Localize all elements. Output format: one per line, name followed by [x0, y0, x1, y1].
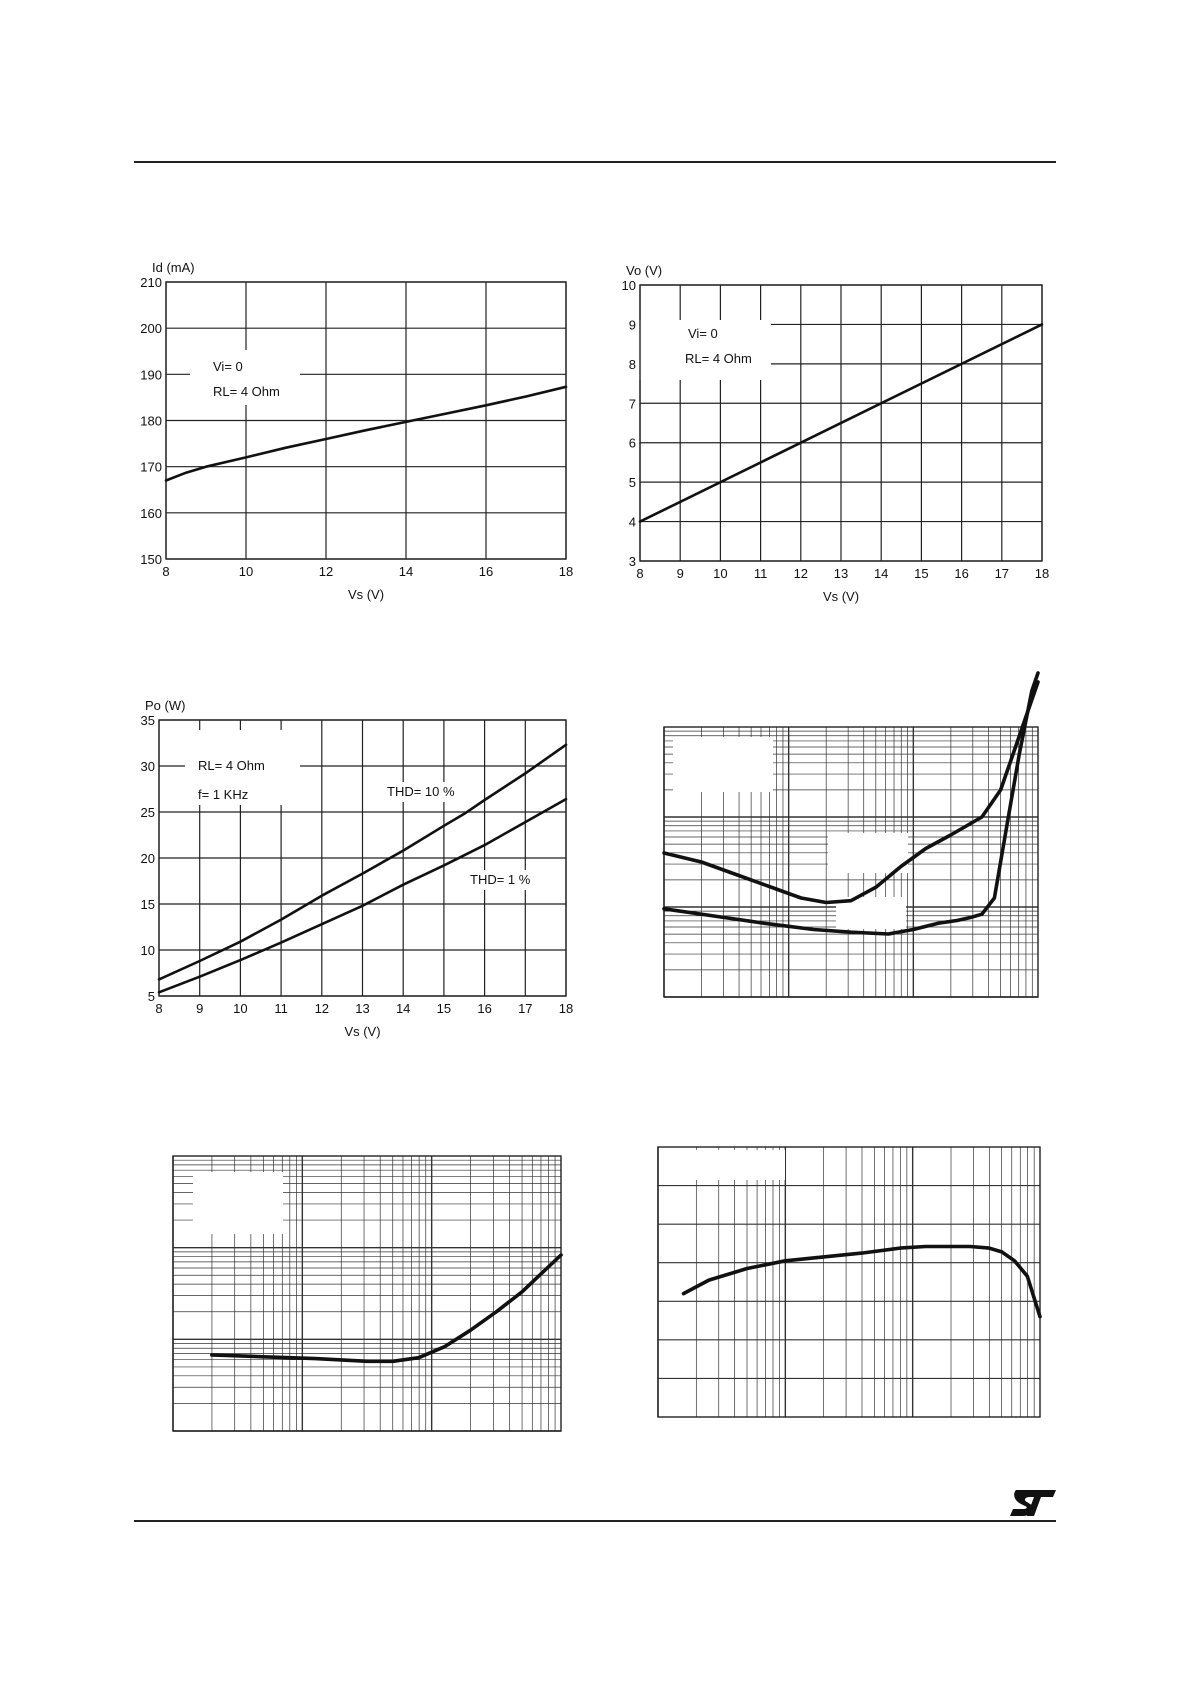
series-line [212, 1255, 561, 1361]
x-tick-label: 13 [355, 1001, 370, 1016]
x-tick-label: 17 [518, 1001, 533, 1016]
x-tick-label: 10 [238, 564, 254, 579]
y-tick-label: 15 [140, 897, 155, 912]
x-tick-label: 15 [436, 1001, 452, 1016]
y-tick-label: 210 [140, 275, 162, 290]
y-tick-label: 20 [140, 851, 155, 866]
x-axis-title: Vs (V) [344, 1024, 381, 1039]
chart-output-power [125, 690, 575, 1050]
annotation-box [665, 1150, 785, 1180]
x-tick-label: 18 [558, 564, 574, 579]
plot-frame [658, 1147, 1040, 1417]
y-tick-label: 6 [628, 435, 636, 451]
x-tick-label: 17 [994, 566, 1010, 581]
annotation-box [828, 833, 908, 873]
y-tick-label: 180 [140, 413, 162, 429]
annotation-label: THD= 10 % [387, 784, 455, 799]
y-axis-title: Vo (V) [626, 263, 663, 278]
y-axis-title: Id (mA) [152, 260, 195, 275]
footer-rule [134, 1520, 1056, 1522]
x-tick-label: 16 [478, 564, 494, 579]
annotation-label: RL= 4 Ohm [685, 351, 752, 366]
annotation-label: RL= 4 Ohm [213, 384, 280, 399]
annotation-label: Vi= 0 [213, 359, 243, 374]
chart-distortion-vs-power [648, 715, 1053, 1005]
y-tick-label: 4 [628, 514, 636, 530]
x-tick-label: 8 [162, 564, 170, 579]
chart-frequency-response [650, 1140, 1060, 1430]
y-tick-label: 5 [147, 989, 155, 1004]
y-tick-label: 190 [140, 367, 162, 383]
annotation-box [193, 1172, 283, 1234]
annotation-box [673, 737, 773, 792]
x-tick-label: 18 [1034, 566, 1050, 581]
y-tick-label: 35 [140, 713, 155, 728]
y-tick-label: 7 [628, 396, 636, 412]
annotation-label: Vi= 0 [688, 326, 718, 341]
x-tick-label: 14 [395, 1001, 411, 1016]
y-tick-label: 9 [628, 317, 636, 333]
y-tick-label: 8 [628, 356, 636, 372]
x-tick-label: 11 [274, 1001, 288, 1016]
x-tick-label: 14 [398, 564, 414, 579]
chart-output-voltage [598, 255, 1058, 615]
y-tick-label: 200 [140, 321, 162, 337]
x-tick-label: 9 [676, 566, 684, 581]
x-tick-label: 8 [155, 1001, 163, 1016]
y-tick-label: 30 [140, 759, 155, 774]
series-line [664, 673, 1038, 934]
x-tick-label: 10 [233, 1001, 248, 1016]
x-tick-label: 14 [873, 566, 889, 581]
st-logo-icon [1008, 1488, 1058, 1518]
y-tick-label: 10 [140, 943, 155, 958]
x-tick-label: 9 [196, 1001, 204, 1016]
header-rule [134, 161, 1056, 163]
chart-quiescent-current [125, 255, 575, 615]
x-tick-label: 18 [558, 1001, 574, 1016]
x-axis-title: Vs (V) [347, 587, 385, 602]
chart-distortion-vs-frequency [165, 1150, 575, 1440]
x-tick-label: 12 [793, 566, 809, 581]
x-tick-label: 13 [833, 566, 849, 581]
x-tick-label: 8 [636, 566, 644, 581]
x-tick-label: 12 [318, 564, 334, 579]
annotation-label: THD= 1 % [470, 872, 531, 887]
y-tick-label: 3 [628, 554, 636, 569]
x-axis-title: Vs (V) [822, 589, 860, 604]
y-tick-label: 150 [140, 552, 162, 567]
y-tick-label: 160 [140, 505, 162, 521]
annotation-label: f= 1 KHz [198, 787, 249, 802]
x-tick-label: 11 [753, 566, 768, 581]
x-tick-label: 12 [314, 1001, 330, 1016]
y-tick-label: 5 [628, 475, 636, 491]
y-tick-label: 25 [140, 805, 155, 820]
x-tick-label: 16 [477, 1001, 492, 1016]
y-axis-title: Po (W) [145, 698, 186, 713]
annotation-label: RL= 4 Ohm [198, 758, 265, 773]
x-tick-label: 15 [914, 566, 929, 581]
x-tick-label: 16 [954, 566, 969, 581]
x-tick-label: 10 [713, 566, 728, 581]
y-tick-label: 170 [140, 459, 162, 475]
y-tick-label: 10 [621, 278, 636, 293]
